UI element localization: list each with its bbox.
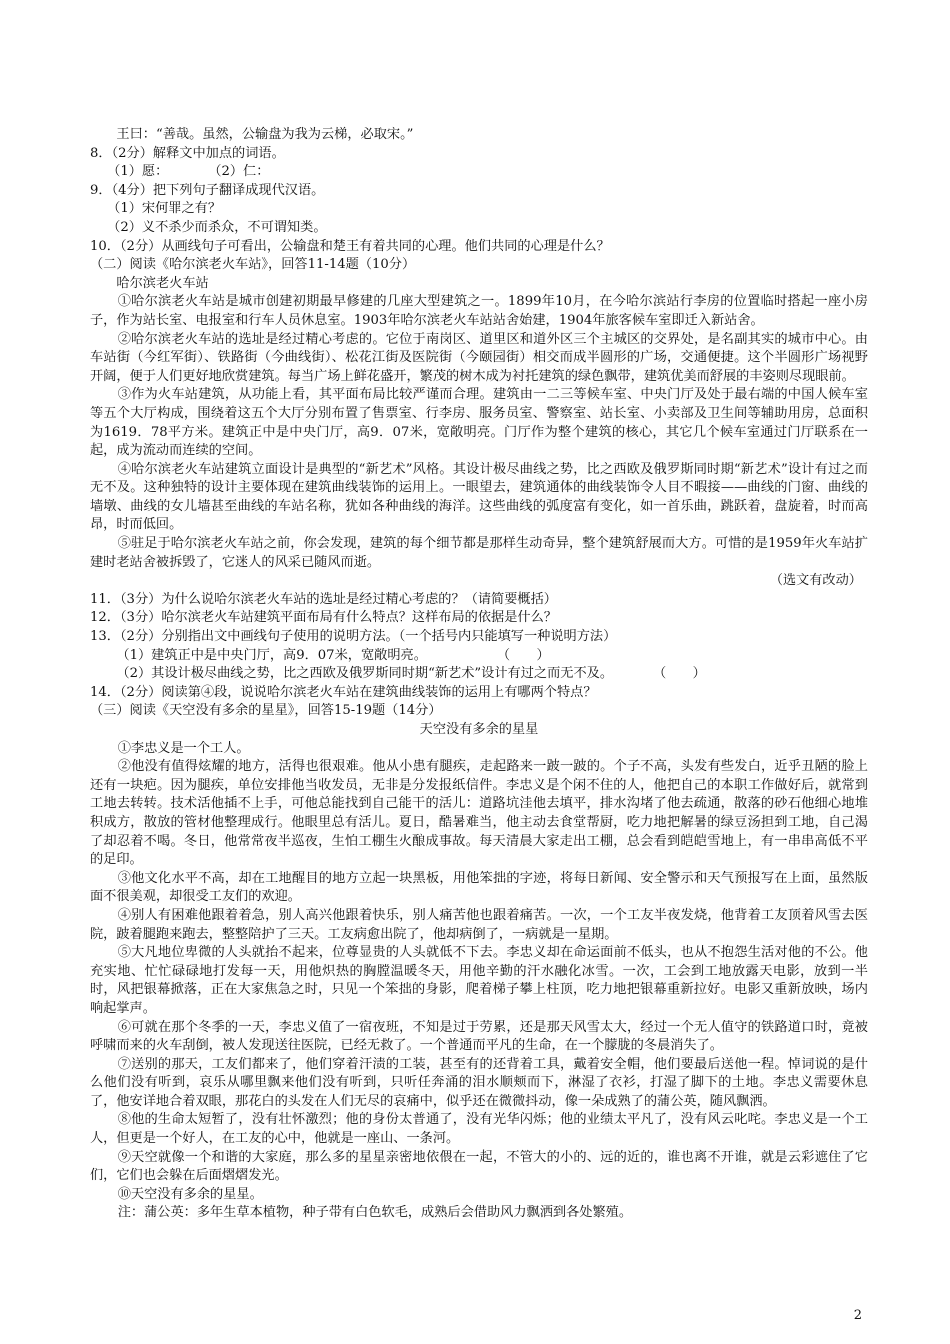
document-body: [90, 126, 868, 1223]
question-13-sub2-line: [90, 665, 868, 684]
section-2-paragraph: ⑤驻足于哈尔滨老火车站之前，你会发现，建筑的每个细节都是那样生动奇异，整个建筑舒展而大方。可惜的是1959年火车站扩建时老站舍被拆毁了，它迷人的风采已随风而逝。: [90, 536, 868, 570]
question-13-sub1: （1）建筑正中是中央门厅，高9．07米，宽敞明亮。: [116, 647, 427, 663]
question-10: 10．（2分）从画线句子可看出，公输盘和楚王有着共同的心理。他们共同的心理是什么？: [90, 238, 610, 254]
question-8-subitems: [90, 163, 868, 182]
section-3-paragraph: ⑦送别的那天，工友们都来了，他们穿着汗渍的工装，甚至有的还背着工具，戴着安全帽，他们要最后送他一程。悼词说的是什么他们没有听到，哀乐从哪里飘来他们没有听到，只听任奔涌的泪水顺颊而下，淋湿了衣衫，打湿了脚下的土地。李忠义需要休息了，他安详地合着双眼，那花白的头发在人们无尽的哀痛中，似乎还在微微抖动，像一朵成熟了的蒲公英，随风飘洒。: [90, 1056, 868, 1109]
source-note: （选文有改动）: [769, 573, 862, 589]
intro-quote: 王曰：“善哉。虽然，公输盘为我为云梯，必取宋。”: [116, 127, 414, 142]
section-3-paragraph: ⑨天空就像一个和谐的大家庭，那么多的星星亲密地依偎在一起，不管大的小的、远的近的，谁也离不开谁，就是云彩遮住了它们，它们也会躲在后面熠熠发光。: [90, 1149, 868, 1184]
section-3-heading: （三）阅读《天空没有多余的星星》，回答15-19题（14分）: [90, 703, 442, 719]
section-3-paragraph: ②他没有值得炫耀的地方，活得也很艰难。他从小患有腿疾，走起路来一跛一跛的。个子不高，头发有些发白，近乎丑陋的脸上还有一块疤。因为腿疾，单位安排他当收发员，无非是分发报纸信件。李忠义是个闲不住的人，他把自己的本职工作做好后，就常到工地去转转。技术活他插不上手，可他总能找到自己能干的活儿：道路坑洼他去填平，排水沟堵了他去疏通，散落的砂石他细心地堆积成方，散放的管材他整理成行。他眼里总有活儿。夏日，酷暑难当，他主动去食堂帮厨，吃力地把解暑的绿豆汤担到工地，自己渴了却忍着不喝。冬日，他常常夜半巡夜，生怕工棚生火酿成事故。每天清晨大家走出工棚，总会看到皑皑雪地上，有一串串高低不平的足印。: [90, 759, 868, 868]
section-2-title: 哈尔滨老火车站: [116, 275, 209, 291]
question-13-sub2: （2）其设计极尽曲线之势，比之西欧及俄罗斯同时期“新艺术”设计有过之而无不及。: [116, 666, 614, 682]
page-number: 2: [853, 1308, 862, 1323]
question-12: 12．（3分）哈尔滨老火车站建筑平面布局有什么特点？这样布局的依据是什么？: [90, 610, 557, 626]
section-2-heading: （二）阅读《哈尔滨老火车站》，回答11-14题（10分）: [90, 257, 416, 273]
question-8-sub1: （1）愿：: [107, 164, 169, 180]
footnote: 注：蒲公英：多年生草本植物，种子带有白色软毛，成熟后会借助风力飘洒到各处繁殖。: [117, 1205, 633, 1221]
question-9-sub2: （2）义不杀少而杀众，不可谓知类。: [107, 219, 327, 235]
section-3-paragraph: ③他文化水平不高，却在工地醒目的地方立起一块黑板，用他笨拙的字迹，将每日新闻、安全警示和天气预报写在上面，虽然版面不很美观，却很受工友们的欢迎。: [90, 870, 868, 905]
question-13-sub1-line: [90, 647, 868, 666]
section-2-paragraph: ③作为火车站建筑，从功能上看，其平面布局比较严谨而合理。建筑由一二三等候车室、中央门厅及处于最右端的中国人候车室等五个大厅构成，围绕着这五个大厅分别布置了售票室、行李房、服务员室、警察室、站长室、小卖部及卫生间等辅助用房，总面积为1619．78平方米。建筑正中是中央门厅，高9．07米，宽敞明亮。门厅作为整个建筑的核心，其它几个候车室通过门厅联系在一起，成为流动而连续的空间。: [90, 387, 868, 459]
question-9-stem: 9．（4分）把下列句子翻译成现代汉语。: [90, 182, 325, 198]
section-3-title: 天空没有多余的星星: [419, 722, 539, 737]
question-11: 11．（3分）为什么说哈尔滨老火车站的选址是经过精心考虑的？（请简要概括）: [90, 591, 557, 607]
section-3-paragraph: ①李忠义是一个工人。: [117, 740, 250, 756]
section-2-paragraph: ④哈尔滨老火车站建筑立面设计是典型的“新艺术”风格。其设计极尽曲线之势，比之西欧及俄罗斯同时期“新艺术”设计有过之而无不及。这种独特的设计主要体现在建筑曲线装饰的运用上。一眼望去，建筑通体的曲线装饰令人目不暇接——曲线的门窗、曲线的墙墩、曲线的女儿墙甚至曲线的车站名称，犹如各种曲线的海洋。这些曲线的弧度富有变化，如一首乐曲，跳跃着，盘旋着，时而高昂，时而低回。: [90, 461, 868, 533]
question-8-sub2: （2）仁：: [208, 164, 270, 180]
answer-blank: （ ）: [496, 647, 550, 663]
section-2-paragraph: ②哈尔滨老火车站的选址是经过精心考虑的。它位于南岗区、道里区和道外区三个主城区的交界处，是名副其实的城市中心。由车站街（今红军街）、铁路街（今曲线街）、松花江街及医院街（今颐园街）相交而成半圆形的广场，交通便捷。这个半圆形广场视野开阔，便于人们更好地欣赏建筑。每当广场上鲜花盛开，繁茂的树木成为衬托建筑的绿色飘带，建筑优美而舒展的丰姿则尽现眼前。: [90, 331, 868, 384]
section-3-paragraph: ④别人有困难他跟着着急，别人高兴他跟着快乐，别人痛苦他也跟着痛苦。一次，一个工友半夜发烧，他背着工友顶着风雪去医院，跛着腿跑来跑去，整整陪护了三天。工友病愈出院了，他却病倒了，一病就是一星期。: [90, 907, 868, 942]
section-3-paragraph: ⑩天空没有多余的星星。: [117, 1186, 263, 1202]
answer-blank: （ ）: [653, 666, 706, 682]
question-14: 14．（2分）阅读第④段，说说哈尔滨老火车站在建筑曲线装饰的运用上有哪两个特点？: [90, 684, 597, 700]
section-3-paragraph: ⑥可就在那个冬季的一天，李忠义值了一宿夜班，不知是过于劳累，还是那天风雪太大，经过一个无人值守的铁路道口时，竟被呼啸而来的火车刮倒，被人发现送往医院，已经无救了。一个普通而平凡的生命，在一个朦胧的冬晨消失了。: [90, 1019, 868, 1054]
section-3-paragraph: ⑧他的生命太短暂了，没有壮怀激烈；他的身份太普通了，没有光华闪烁；他的业绩太平凡了，没有风云叱咤。李忠义是一个工人，但更是一个好人，在工友的心中，他就是一座山、一条河。: [90, 1112, 868, 1147]
section-3-paragraph: ⑤大凡地位卑微的人头就抬不起来，位尊显贵的人头就低不下去。李忠义却在命运面前不低头，也从不抱怨生活对他的不公。他充实地、忙忙碌碌地打发每一天，用他炽热的胸膛温暖冬天，用他辛勤的汗水融化冰雪。一次，工会到工地放露天电影，放到一半时，风把银幕掀落，正在大家焦急之时，只见一个笨拙的身影，爬着梯子攀上柱顶，吃力地把银幕重新拉好。电影又重新放映，场内响起掌声。: [90, 945, 868, 1016]
section-2-paragraph: ①哈尔滨老火车站是城市创建初期最早修建的几座大型建筑之一。1899年10月，在今哈尔滨站行李房的位置临时搭起一座小房子，作为站长室、电报室和行车人员休息室。1903年哈尔滨老火车站站舍始建，1904年旅客候车室即迁入新站舍。: [90, 294, 868, 328]
question-9-sub1: （1）宋何罪之有？: [107, 201, 222, 217]
question-13-stem: 13．（2分）分别指出文中画线句子使用的说明方法。（一个括号内只能填写一种说明方法）: [90, 629, 617, 645]
question-8-stem: 8．（2分）解释文中加点的词语。: [90, 145, 285, 161]
